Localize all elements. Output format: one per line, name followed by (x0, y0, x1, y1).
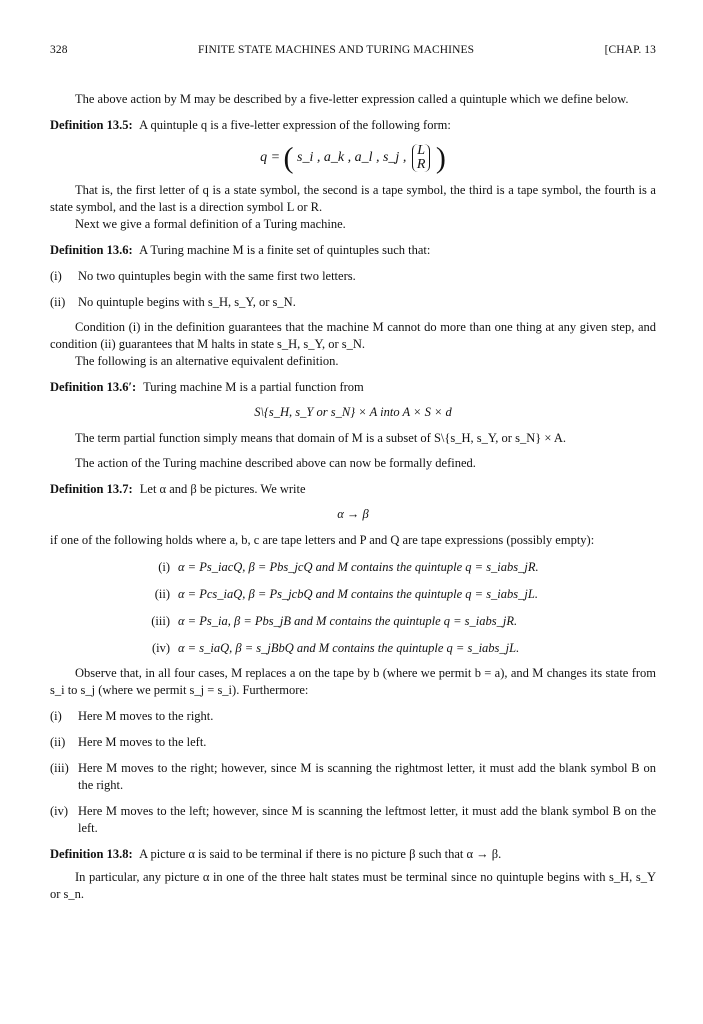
definition-13-8 (50, 846, 656, 863)
case-text: α = Ps_iacQ, β = Pbs_jcQ and M contains the quintuple q = s_iabs_jR. (178, 560, 539, 574)
item-number: (iii) (50, 761, 69, 775)
paragraph-quintuple-explanation: That is, the first letter of q is a state symbol, the second is a tape symbol, the third is a tape symbol, the fourth is a state symbol, and the last is a direction symbol L or R. (50, 183, 656, 214)
case-number: (ii) (154, 587, 170, 601)
item-number: (i) (50, 269, 62, 283)
case-item (50, 586, 656, 603)
item-text: Here M moves to the left; however, since M is scanning the leftmost letter, it must add the blank symbol B on the left. (78, 804, 656, 835)
definition-13-6-prime (50, 379, 656, 396)
definition-text: Let α and β be pictures. We write (139, 482, 306, 496)
chapter-label: [CHAP. 13 (604, 44, 656, 56)
page-header (50, 42, 656, 59)
list-item (50, 734, 656, 751)
running-title: FINITE STATE MACHINES AND TURING MACHINES (198, 44, 475, 56)
page-number: 328 (50, 44, 68, 56)
direction-bottom: R (416, 157, 426, 172)
item-text: No quintuple begins with s_H, s_Y, or s_N. (78, 295, 296, 309)
definition-label: Definition 13.5: (50, 118, 133, 132)
display-transition: α → β (337, 507, 369, 521)
item-text: Here M moves to the right; however, since M is scanning the rightmost letter, it must add the blank symbol B on the right. (78, 761, 656, 792)
definition-label: Definition 13.8: (50, 847, 133, 861)
case-number: (iii) (151, 614, 170, 628)
paragraph-conditions-list: if one of the following holds where a, b, c are tape letters and P and Q are tape expressions (possibly empty): (50, 533, 595, 547)
display-partial-function: S\{s_H, s_Y or s_N} × A into A × S × d (254, 405, 452, 419)
paragraph-conditions: Condition (i) in the definition guarantees that the machine M cannot do more than one thing at any given step, and condition (ii) guarantees that M halts in state s_H, s_Y, or s_N. (50, 320, 656, 351)
list-item (50, 708, 656, 725)
definition-13-6 (50, 242, 656, 259)
item-number: (i) (50, 709, 62, 723)
definition-text: A picture α is said to be terminal if there is no picture β such that α → β. (139, 847, 502, 861)
list-item (50, 294, 656, 311)
item-text: No two quintuples begin with the same first two letters. (78, 269, 356, 283)
case-item (50, 640, 656, 657)
paragraph-observe: Observe that, in all four cases, M replaces a on the tape by b (where we permit b = a), and M changes its state from s_i to s_j (where we permit s_j = s_i). Furthermore: (50, 666, 656, 697)
paragraph-partial-function: The term partial function simply means that domain of M is a subset of S\{s_H, s_Y, or s_N} × A. (75, 431, 566, 445)
quintuple-formula: q = ( s_i , a_k , a_l , s_j , L R ) (260, 141, 446, 175)
paragraph-action: The action of the Turing machine described above can now be formally defined. (75, 456, 476, 470)
paragraph-terminal: In particular, any picture α in one of the three halt states must be terminal since no quintuple begins with s_H, s_Y or s_n. (50, 870, 656, 901)
item-number: (iv) (50, 804, 69, 818)
paragraph-alternative: The following is an alternative equivalent definition. (75, 354, 339, 368)
list-item (50, 760, 656, 794)
case-item (50, 613, 656, 630)
definition-13-7 (50, 481, 656, 498)
definition-text: A quintuple q is a five-letter expression of the following form: (139, 118, 451, 132)
case-text: α = Pcs_iaQ, β = Ps_jcbQ and M contains the quintuple q = s_iabs_jL. (178, 587, 538, 601)
item-number: (ii) (50, 735, 66, 749)
item-text: Here M moves to the right. (78, 709, 214, 723)
item-text: Here M moves to the left. (78, 735, 207, 749)
case-number: (iv) (151, 641, 170, 655)
case-number: (i) (158, 560, 170, 574)
quintuple-lhs: q = (260, 150, 281, 166)
definition-text: Turing machine M is a partial function from (143, 380, 364, 394)
definition-text: A Turing machine M is a finite set of quintuples such that: (139, 243, 431, 257)
quintuple-body: s_i , a_k , a_l , s_j , (297, 150, 407, 166)
paragraph-intro: The above action by M may be described by a five-letter expression called a quintuple which we define below. (75, 92, 629, 106)
case-text: α = s_iaQ, β = s_jBbQ and M contains the quintuple q = s_iabs_jL. (178, 641, 520, 655)
definition-label: Definition 13.6: (50, 243, 133, 257)
definition-label: Definition 13.7: (50, 482, 133, 496)
page (50, 42, 656, 903)
item-number: (ii) (50, 295, 66, 309)
case-text: α = Ps_ia, β = Pbs_jB and M contains the quintuple q = s_iabs_jR. (178, 614, 518, 628)
definition-label: Definition 13.6′: (50, 380, 137, 394)
list-item (50, 803, 656, 837)
list-item (50, 268, 656, 285)
case-item (50, 559, 656, 576)
paragraph-next: Next we give a formal definition of a Turing machine. (75, 217, 346, 231)
direction-brace (412, 144, 431, 172)
direction-top: L (417, 143, 425, 158)
definition-13-5 (50, 117, 656, 134)
